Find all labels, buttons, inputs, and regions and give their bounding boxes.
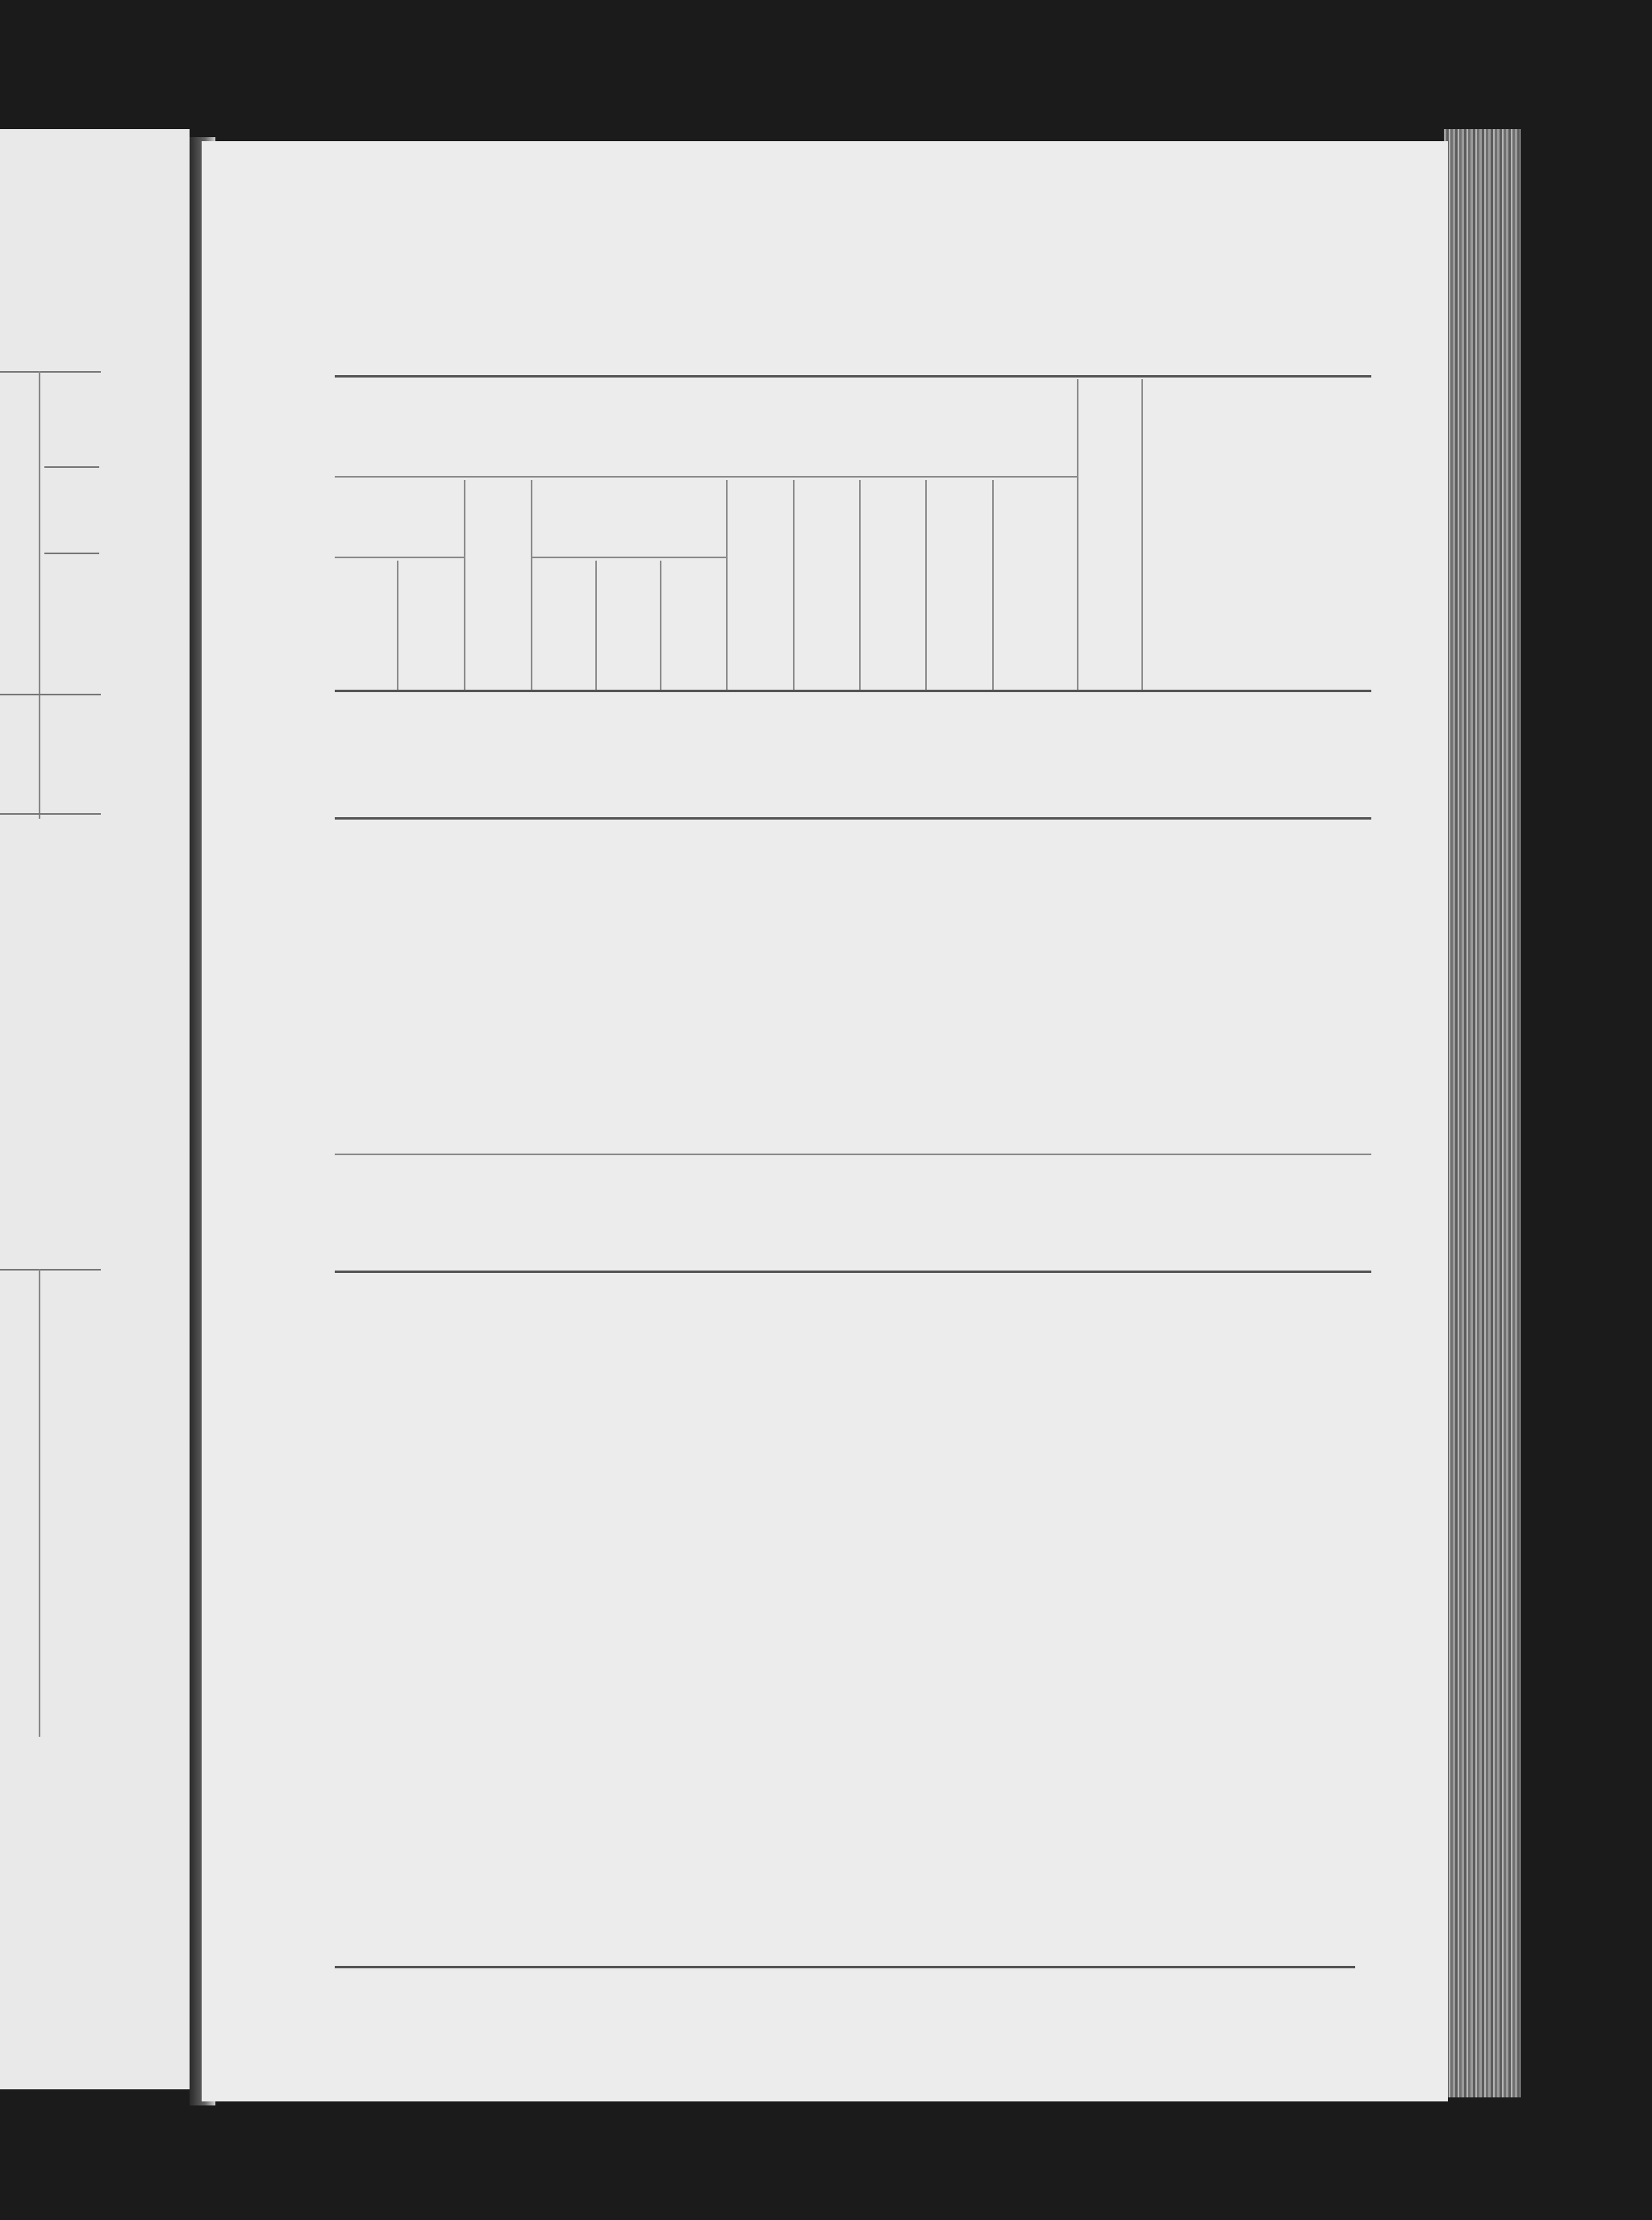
- polarization-under-rule: [532, 557, 726, 558]
- results-under-rule: [335, 476, 1077, 478]
- left-rule: [0, 813, 101, 815]
- table-bottom-rule: [335, 1966, 1355, 1968]
- left-rule: [44, 466, 99, 468]
- left-facing-page: [0, 129, 190, 2089]
- left-rule: [0, 371, 101, 373]
- section1-bottom-rule: [335, 1154, 1371, 1155]
- left-vline: [39, 1269, 40, 1737]
- column-divider: [660, 561, 661, 690]
- document-page: [202, 141, 1448, 2101]
- column-divider: [397, 561, 398, 690]
- section1-top-rule: [335, 817, 1371, 820]
- column-divider: [992, 480, 994, 690]
- left-vline: [39, 371, 40, 819]
- left-rule: [44, 553, 99, 554]
- percent-under-rule: [335, 557, 464, 558]
- header-top-rule: [335, 375, 1371, 378]
- column-divider: [726, 480, 728, 690]
- column-divider: [595, 561, 597, 690]
- column-divider: [793, 480, 795, 690]
- column-divider: [859, 480, 861, 690]
- header-bottom-rule: [335, 690, 1371, 692]
- column-divider: [464, 480, 465, 690]
- page-edges: [1444, 129, 1521, 2097]
- column-divider: [531, 480, 532, 690]
- column-divider: [925, 480, 927, 690]
- column-divider: [1141, 379, 1143, 690]
- column-divider: [1077, 379, 1078, 690]
- left-rule: [0, 1269, 101, 1271]
- left-rule: [0, 694, 101, 695]
- section2-top-rule: [335, 1271, 1371, 1273]
